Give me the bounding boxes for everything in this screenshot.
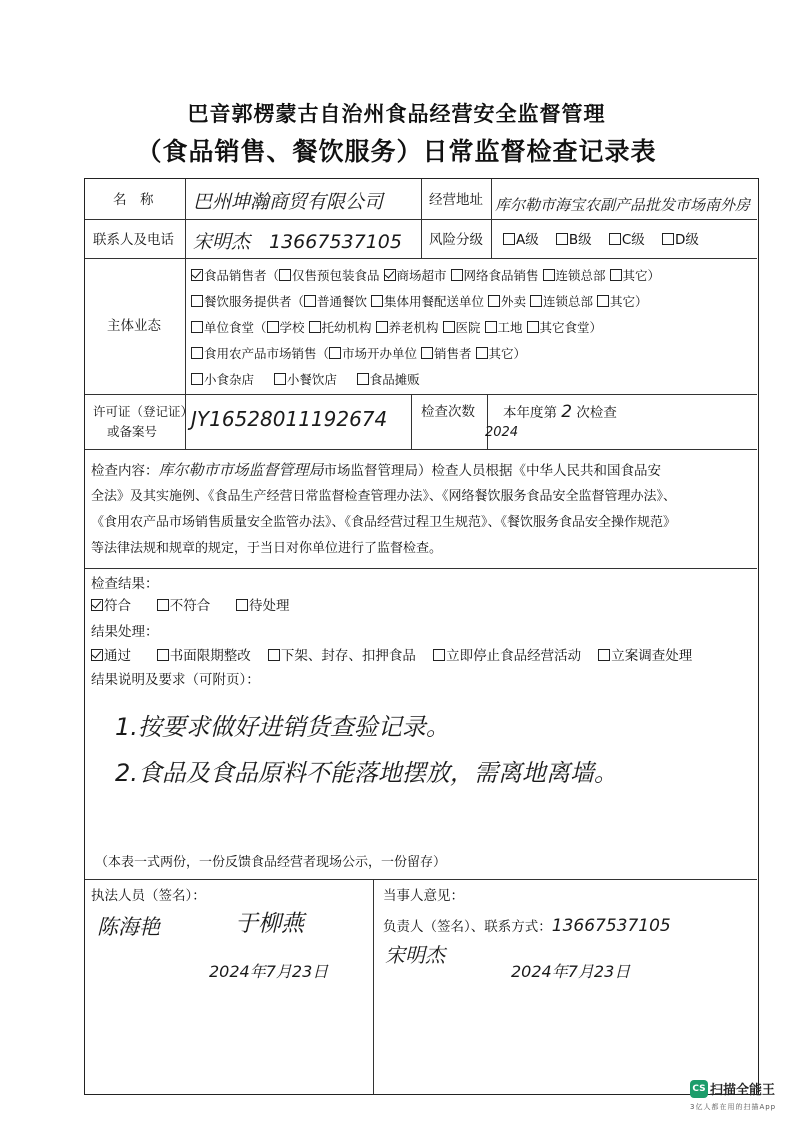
contact-handwritten: 宋明杰 13667537105 [193,231,402,253]
inspection-line-4: 等法律法规和规章的规定，于当日对你单位进行了监督检查。 [91,541,443,556]
inspector-date: 2024年7月23日 [209,962,329,981]
desc-line-2-handwritten: 2.食品及食品原料不能落地摆放，需离地离墙。 [115,759,618,787]
party-date: 2024年7月23日 [511,962,631,981]
party-label: 当事人意见： [383,888,464,904]
address-handwritten: 库尔勒市海宝农副产品批发市场南外房 [495,196,751,214]
address-label: 经营地址 [429,192,483,208]
title-line-2: （食品销售、餐饮服务）日常监督检查记录表 [136,137,657,166]
risk-a-checkbox[interactable] [503,233,515,245]
business-label: 主体业态 [107,318,161,334]
risk-options: A级 B级 C级 D级 [503,231,699,249]
scanner-slogan: 3亿人都在用的扫描App [690,1103,777,1111]
result-pending-checkbox[interactable] [236,599,248,611]
risk-b-checkbox[interactable] [556,233,568,245]
risk-d-checkbox[interactable] [662,233,674,245]
inspector-signature-2: 于柳燕 [235,911,304,937]
result-pass-checkbox[interactable] [91,599,103,611]
result-label: 检查结果： [91,576,159,592]
title-line-1: 巴音郭楞蒙古自治州食品经营安全监督管理 [187,101,606,126]
scanner-logo-icon: CS [690,1080,708,1098]
supermarket-checkbox[interactable] [384,269,396,281]
company-name-handwritten: 巴州坤瀚商贸有限公司 [193,191,384,213]
risk-label: 风险分级 [429,232,483,248]
business-line-5: 小食杂店 小餐饮店 食品摊贩 [191,371,420,389]
party-signature: 宋明杰 [385,943,445,967]
handle-pass-checkbox[interactable] [91,649,103,661]
inspector-signature-1: 陈海艳 [97,915,160,939]
party-contact: 负责人（签名）、联系方式：13667537105 [383,916,671,936]
scanner-name: 扫描全能王 [710,1083,776,1098]
desc-line-1-handwritten: 1.按要求做好进销货查验记录。 [115,713,450,741]
business-line-1: 食品销售者（ 仅售预包装食品 商场超市 网络食品销售 连锁总部 其它） [191,267,660,285]
business-line-4: 食用农产品市场销售（ 市场开办单位 销售者 其它） [191,345,526,363]
count-text: 本年度第 2 次检查 [503,402,617,422]
handle-options: 通过 书面限期整改 下架、封存、扣押食品 立即停止食品经营活动 立案调查处理 [91,647,692,665]
business-line-3: 单位食堂（ 学校 托幼机构 养老机构 医院 工地 其它食堂） [191,319,602,337]
license-number-handwritten: JY16528011192674 [191,407,388,431]
inspection-line-1: 检查内容：库尔勒市市场监督管理局市场监督管理局）检查人员根据《中华人民共和国食品安 [91,461,662,479]
food-seller-checkbox[interactable] [191,269,203,281]
handle-label: 结果处理： [91,624,159,640]
result-fail-checkbox[interactable] [157,599,169,611]
inspection-line-2: 全法》及其实施例、《食品生产经营日常监督检查管理办法》、《网络餐饮服务食品安全监督管理办法》、 [91,489,677,504]
inspector-label: 执法人员（签名）： [91,888,206,904]
name-label: 名 称 [113,192,154,208]
business-line-2: 餐饮服务提供者（ 普通餐饮 集体用餐配送单位 外卖 连锁总部 其它） [191,293,648,311]
result-options: 符合 不符合 待处理 [91,597,290,615]
contact-label: 联系人及电话 [93,232,174,248]
inspection-form [84,178,759,1095]
risk-c-checkbox[interactable] [609,233,621,245]
year-note-handwritten: 2024 [485,425,519,440]
license-label-2: 或备案号 [107,424,158,439]
count-label: 检查次数 [421,404,475,420]
inspection-line-3: 《食用农产品市场销售质量安全监管办法》、《食品经营过程卫生规范》、《餐饮服务食品安全操作规范》 [91,515,677,530]
license-label-1: 许可证（登记证） [93,404,194,419]
copies-note: （本表一式两份，一份反馈食品经营者现场公示，一份留存） [95,855,447,870]
desc-label: 结果说明及要求（可附页）： [91,672,260,688]
